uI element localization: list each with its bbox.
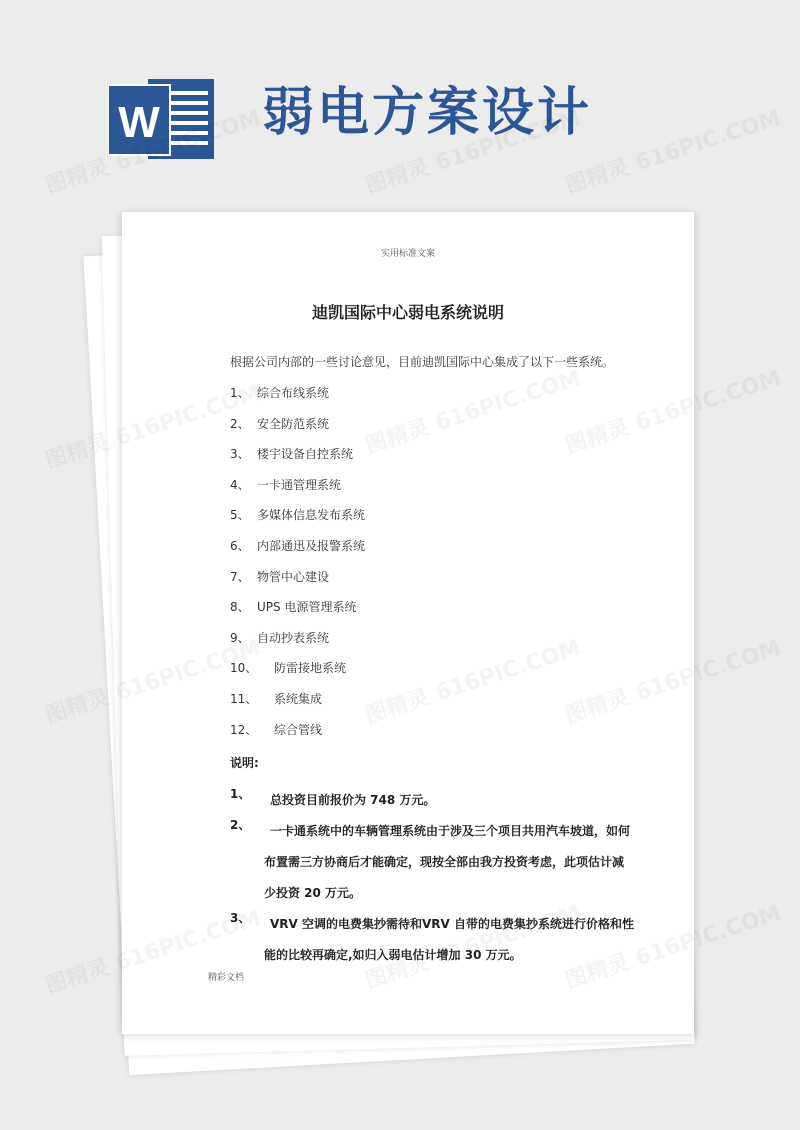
intro-paragraph: 根据公司内部的一些讨论意见，目前迪凯国际中心集成了以下一些系统。 [230, 355, 615, 369]
notes-heading: 说明: [230, 756, 259, 770]
document-title: 迪凯国际中心弱电系统说明 [311, 303, 504, 322]
running-head: 实用标准文案 [380, 249, 435, 259]
svg-text:W: W [118, 98, 160, 147]
banner [0, 0, 800, 200]
banner-title: 弱电方案设计 [262, 82, 593, 143]
page-footer: 精彩文档 [208, 973, 245, 983]
word-icon [108, 75, 216, 163]
document-page: 实用标准文案 迪凯国际中心弱电系统说明 根据公司内部的一些讨论意见，目前迪凯国际中心集成了以下一些系统。 1、 综合布线系统 2、 安全防范系统 3、 楼宇设备自控系统 4、 一卡通管理系统 5、 多媒体信息发布系统 6、 内部通迅及报警系统 7、 物管中心建设 8、 UPS 电源管理系统 9、 自动抄表系统 10、 防雷接地系统 11、 系统集成 12、 综合管线 说明: 1、 总投资目前报价为 748 万元。 2、 一卡通系统中的车辆管理系统由于涉及三个项目共用汽车坡道，如何 布置需三方协商后才能确定，现按全部由我方投资考虑，此项估计减 少投资 20 万元。 3、 VRV 空调的电费集抄需待和VRV 自带的电费集抄系统进行价格和性 能的比较再确定,如归入弱电估计增加 30 万元。 精彩文档 [122, 212, 694, 1034]
